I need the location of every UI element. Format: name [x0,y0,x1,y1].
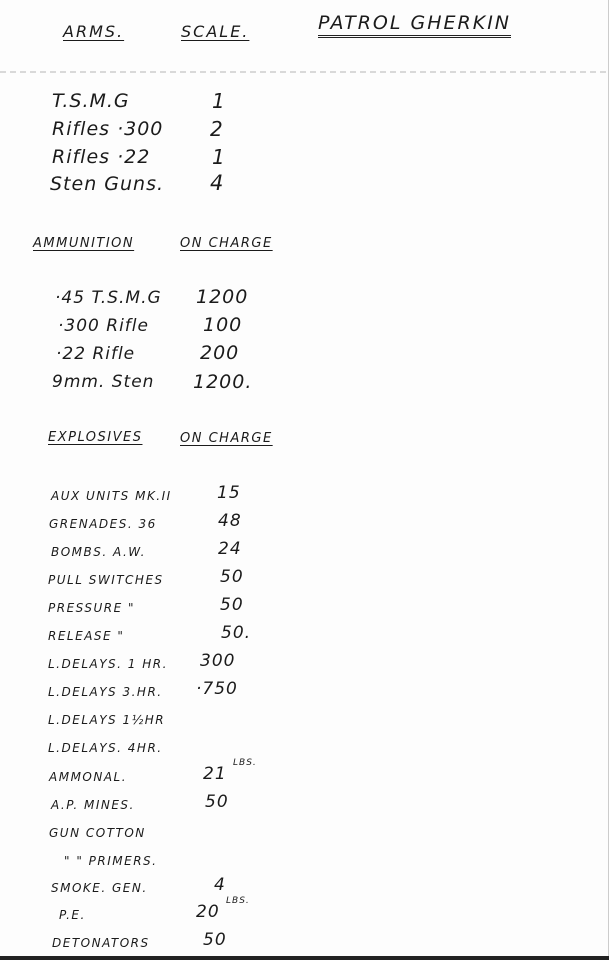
explosives-charge-heading: ON CHARGE [180,431,273,446]
explosive-label-12: GUN COTTON [49,826,146,840]
arms-label-0: T.S.M.G [52,90,130,112]
explosive-value-14: 4 [214,875,226,895]
ammunition-charge-heading: ON CHARGE [180,236,273,251]
page-edge-bottom [0,956,609,960]
explosive-label-15: P.E. [59,908,86,922]
explosive-value-16: 50 [203,930,227,950]
explosive-label-2: BOMBS. A.W. [51,545,146,559]
explosive-label-8: L.DELAYS 1½HR [48,713,166,727]
explosive-label-4: PRESSURE " [48,601,135,615]
explosive-label-1: GRENADES. 36 [49,517,157,531]
arms-label-3: Sten Guns. [50,173,165,195]
explosive-value-0: 15 [217,483,241,503]
explosive-label-7: L.DELAYS 3.HR. [48,685,163,699]
explosive-value-15: 20 [196,902,220,922]
explosive-value-5: 50. [221,623,252,643]
arms-value-1: 2 [210,117,224,141]
explosive-value-1: 48 [218,511,242,531]
scale-heading: SCALE. [181,22,250,41]
ammo-value-0: 1200 [196,286,249,308]
ammo-label-3: 9mm. Sten [52,372,155,392]
ammo-value-2: 200 [200,342,240,364]
arms-value-2: 1 [212,145,226,169]
arms-label-1: Rifles ·300 [52,118,164,140]
arms-value-3: 4 [210,171,225,195]
explosive-label-10: AMMONAL. [49,770,128,784]
explosive-label-3: PULL SWITCHES [48,573,164,587]
ammo-value-1: 100 [203,314,243,336]
arms-label-2: Rifles ·22 [52,146,151,168]
ammunition-heading: AMMUNITION [33,236,135,251]
explosive-label-0: AUX UNITS MK.II [51,489,172,503]
explosive-label-6: L.DELAYS. 1 HR. [48,657,168,671]
explosive-unit-15: LBS. [226,896,250,906]
explosive-value-2: 24 [218,539,242,559]
explosive-value-10: 21 [203,764,227,784]
scan-artifact-line [0,71,609,73]
explosive-value-3: 50 [220,567,244,587]
ammo-label-2: ·22 Rifle [56,344,136,364]
explosive-label-14: SMOKE. GEN. [51,881,148,895]
explosive-unit-10: LBS. [233,758,257,768]
explosive-value-6: 300 [200,651,236,671]
ammo-label-1: ·300 Rifle [58,316,149,336]
arms-value-0: 1 [212,89,226,113]
explosive-label-16: DETONATORS [52,936,150,950]
explosive-value-7: ·750 [196,679,238,699]
explosives-heading: EXPLOSIVES [48,430,143,445]
patrol-title: PATROL GHERKIN [318,12,511,38]
explosive-label-11: A.P. MINES. [51,798,135,812]
explosive-value-4: 50 [220,595,244,615]
explosive-label-5: RELEASE " [48,629,125,643]
arms-heading: ARMS. [63,22,125,41]
explosive-value-11: 50 [205,792,229,812]
explosive-label-9: L.DELAYS. 4HR. [48,741,163,755]
ammo-label-0: ·45 T.S.M.G [55,288,162,308]
ammo-value-3: 1200. [193,371,253,393]
explosive-label-13: " " PRIMERS. [64,854,158,868]
